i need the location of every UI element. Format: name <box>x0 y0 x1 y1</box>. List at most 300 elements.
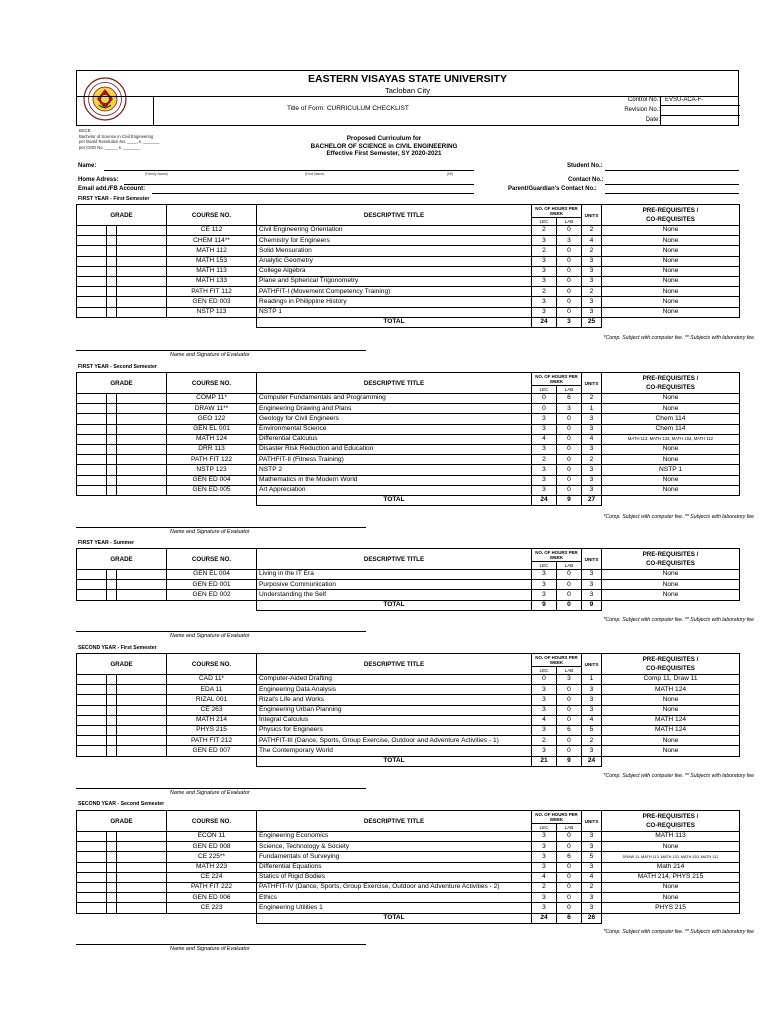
grade-cell-b[interactable] <box>107 705 117 715</box>
course-row <box>77 276 740 286</box>
course-row <box>77 725 740 735</box>
grade-header: GRADE <box>77 654 167 675</box>
grade-header: GRADE <box>77 549 167 570</box>
lec-hours: 3 <box>532 414 557 424</box>
evaluator-signature-line[interactable] <box>76 350 366 351</box>
grade-cell[interactable] <box>77 226 107 236</box>
grade-cell[interactable] <box>77 444 107 454</box>
grade-header: GRADE <box>77 811 167 832</box>
grade-cell-c[interactable] <box>117 226 167 236</box>
course-row <box>77 414 740 424</box>
grade-cell-c[interactable] <box>117 455 167 465</box>
lec-hours: 3 <box>532 685 557 695</box>
course-row <box>77 444 740 454</box>
form-title: Title of Form: CURRICULUM CHECKLIST <box>287 105 409 112</box>
grade-cell-b[interactable] <box>107 715 117 725</box>
course-no-header: COURSE NO. <box>167 654 257 675</box>
grade-cell-c[interactable] <box>117 236 167 246</box>
grade-cell-b[interactable] <box>107 695 117 705</box>
grade-cell-b[interactable] <box>107 485 117 495</box>
units: 2 <box>582 394 602 404</box>
total-lec: 24 <box>532 495 557 505</box>
grade-cell-c[interactable] <box>117 485 167 495</box>
course-title: PATHFIT-II (Fitness Training) <box>257 455 532 465</box>
course-code: GEN EL 004 <box>167 570 257 580</box>
grade-cell-b[interactable] <box>107 434 117 444</box>
total-lec: 9 <box>532 600 557 610</box>
units: 2 <box>582 287 602 297</box>
grade-cell[interactable] <box>77 705 107 715</box>
lab-hours: 3 <box>557 404 582 414</box>
contact-no-label: Contact No.: <box>568 177 604 183</box>
prerequisite: None <box>602 485 740 495</box>
grade-cell[interactable] <box>77 842 107 852</box>
lab-hours: 6 <box>557 394 582 404</box>
course-code: CHEM 114** <box>167 236 257 246</box>
course-no-header: COURSE NO. <box>167 205 257 226</box>
grade-cell-b[interactable] <box>107 276 117 286</box>
grade-cell-c[interactable] <box>117 746 167 756</box>
contact-no-field[interactable] <box>605 184 739 185</box>
grade-cell-c[interactable] <box>117 695 167 705</box>
grade-cell-c[interactable] <box>117 297 167 307</box>
grade-header: GRADE <box>77 373 167 394</box>
evaluator-signature-line[interactable] <box>76 527 366 528</box>
grade-cell-b[interactable] <box>107 852 117 862</box>
course-code: ECON 11 <box>167 832 257 842</box>
grade-cell[interactable] <box>77 746 107 756</box>
course-row <box>77 475 740 485</box>
program-code: BSCE <box>79 128 91 133</box>
units: 3 <box>582 580 602 590</box>
course-row <box>77 832 740 842</box>
grade-cell-c[interactable] <box>117 276 167 286</box>
student-no-label: Student No.: <box>567 163 603 169</box>
total-row <box>77 756 740 766</box>
total-label: TOTAL <box>257 317 532 327</box>
prerequisite: None <box>602 394 740 404</box>
grade-cell[interactable] <box>77 570 107 580</box>
parent-contact-label: Parent/Guardian's Contact No.: <box>508 186 597 192</box>
grade-cell-c[interactable] <box>117 685 167 695</box>
grade-cell-c[interactable] <box>117 570 167 580</box>
grade-cell-b[interactable] <box>107 862 117 872</box>
course-code: GEN ED 004 <box>167 475 257 485</box>
control-no-label: Control No.: <box>627 97 660 103</box>
lab-header: LAB <box>557 562 582 570</box>
prereq-header <box>602 205 740 226</box>
grade-cell-c[interactable] <box>117 842 167 852</box>
units: 3 <box>582 903 602 913</box>
lec-hours: 3 <box>532 705 557 715</box>
total-lab: 0 <box>557 600 582 610</box>
lec-hours: 4 <box>532 715 557 725</box>
grade-cell-c[interactable] <box>117 465 167 475</box>
grade-cell-c[interactable] <box>117 715 167 725</box>
grade-cell-c[interactable] <box>117 675 167 685</box>
prerequisite: DRAW 11, MATH 113, MATH 133, MATH 153, MATH 112 <box>602 852 740 862</box>
total-label: TOTAL <box>257 495 532 505</box>
units-header: UNITS <box>582 549 602 570</box>
semester-label: FIRST YEAR - Second Semester <box>78 364 157 370</box>
units: 3 <box>582 893 602 903</box>
grade-cell-b[interactable] <box>107 725 117 735</box>
prerequisite: Comp 11, Draw 11 <box>602 675 740 685</box>
grade-cell[interactable] <box>77 580 107 590</box>
grade-cell-b[interactable] <box>107 394 117 404</box>
grade-cell[interactable] <box>77 256 107 266</box>
grade-cell-c[interactable] <box>117 307 167 317</box>
grade-cell-c[interactable] <box>117 424 167 434</box>
prerequisite: None <box>602 580 740 590</box>
hours-header: NO. OF HOURS PER WEEK <box>532 205 582 218</box>
grade-cell[interactable] <box>77 872 107 882</box>
grade-cell[interactable] <box>77 414 107 424</box>
total-lec: 24 <box>532 913 557 923</box>
course-code: DRR 113 <box>167 444 257 454</box>
grade-cell[interactable] <box>77 236 107 246</box>
course-title: Differential Calculus <box>257 434 532 444</box>
grade-cell[interactable] <box>77 287 107 297</box>
course-code: GEN ED 002 <box>167 590 257 600</box>
grade-cell-c[interactable] <box>117 903 167 913</box>
lab-hours: 0 <box>557 746 582 756</box>
course-title: Engineering Utilities 1 <box>257 903 532 913</box>
prerequisite: None <box>602 590 740 600</box>
lab-hours: 0 <box>557 246 582 256</box>
total-label: TOTAL <box>257 913 532 923</box>
grade-cell[interactable] <box>77 695 107 705</box>
lec-hours: 0 <box>532 404 557 414</box>
form-header <box>76 70 739 126</box>
total-lab: 9 <box>557 495 582 505</box>
name-field[interactable] <box>104 170 474 171</box>
lec-hours: 3 <box>532 297 557 307</box>
grade-cell-c[interactable] <box>117 475 167 485</box>
grade-cell[interactable] <box>77 882 107 892</box>
lec-hours: 3 <box>532 832 557 842</box>
units: 1 <box>582 404 602 414</box>
course-row <box>77 685 740 695</box>
course-code: DRAW 11** <box>167 404 257 414</box>
grade-cell-b[interactable] <box>107 746 117 756</box>
units: 3 <box>582 485 602 495</box>
course-title: Rizal's Life and Works <box>257 695 532 705</box>
grade-cell-b[interactable] <box>107 882 117 892</box>
grade-cell-c[interactable] <box>117 736 167 746</box>
grade-cell[interactable] <box>77 276 107 286</box>
units: 4 <box>582 872 602 882</box>
grade-cell[interactable] <box>77 832 107 842</box>
grade-cell-c[interactable] <box>117 590 167 600</box>
units: 3 <box>582 590 602 600</box>
curriculum-table <box>76 204 740 328</box>
lab-hours: 6 <box>557 852 582 862</box>
course-row <box>77 695 740 705</box>
grade-cell[interactable] <box>77 246 107 256</box>
grade-cell[interactable] <box>77 485 107 495</box>
prerequisite: None <box>602 236 740 246</box>
course-title: NSTP 1 <box>257 307 532 317</box>
curriculum-table <box>76 810 740 924</box>
course-title: Computer-Aided Drafting <box>257 675 532 685</box>
total-units: 27 <box>582 495 602 505</box>
cmo-number: per CMO No. _____, s. _______ <box>79 144 140 150</box>
grade-cell[interactable] <box>77 297 107 307</box>
curriculum-title-line3: Effective First Semester, SY 2020-2021 <box>326 150 442 158</box>
course-title: PATHFIT-I (Movement Competency Training) <box>257 287 532 297</box>
grade-cell[interactable] <box>77 266 107 276</box>
evaluator-signature-line[interactable] <box>76 631 366 632</box>
total-units: 9 <box>582 600 602 610</box>
grade-cell-b[interactable] <box>107 736 117 746</box>
total-lec: 24 <box>532 317 557 327</box>
grade-cell[interactable] <box>77 893 107 903</box>
grade-cell[interactable] <box>77 903 107 913</box>
date-field[interactable] <box>660 116 740 126</box>
grade-cell[interactable] <box>77 465 107 475</box>
home-address-field[interactable] <box>124 184 474 185</box>
grade-cell-c[interactable] <box>117 580 167 590</box>
lec-hours: 3 <box>532 862 557 872</box>
grade-cell-b[interactable] <box>107 297 117 307</box>
course-title: Chemistry for Engineers <box>257 236 532 246</box>
grade-cell[interactable] <box>77 307 107 317</box>
grade-cell-b[interactable] <box>107 256 117 266</box>
grade-cell-c[interactable] <box>117 266 167 276</box>
board-resolution: per Board Resolution No. ____, s. _______ <box>79 139 160 145</box>
grade-cell-c[interactable] <box>117 832 167 842</box>
prerequisite: MATH 113, MATH 133, MATH 153, MATH 112 <box>602 434 740 444</box>
date-label: Date: <box>645 117 660 123</box>
grade-cell-b[interactable] <box>107 903 117 913</box>
course-title: Statics of Rigid Bodies <box>257 872 532 882</box>
grade-cell-b[interactable] <box>107 455 117 465</box>
grade-cell-b[interactable] <box>107 893 117 903</box>
university-name: EASTERN VISAYAS STATE UNIVERSITY <box>308 73 507 85</box>
grade-cell-b[interactable] <box>107 246 117 256</box>
grade-cell[interactable] <box>77 404 107 414</box>
grade-cell-b[interactable] <box>107 465 117 475</box>
grade-cell[interactable] <box>77 475 107 485</box>
parent-contact-field[interactable] <box>605 193 739 194</box>
course-row <box>77 404 740 414</box>
course-title: Engineering Urban Planning <box>257 705 532 715</box>
grade-cell-b[interactable] <box>107 570 117 580</box>
lab-hours: 0 <box>557 475 582 485</box>
course-row <box>77 465 740 475</box>
grade-cell-b[interactable] <box>107 872 117 882</box>
grade-cell-b[interactable] <box>107 475 117 485</box>
grade-cell[interactable] <box>77 394 107 404</box>
grade-cell[interactable] <box>77 590 107 600</box>
grade-cell-b[interactable] <box>107 580 117 590</box>
lec-hours: 3 <box>532 746 557 756</box>
units: 2 <box>582 226 602 236</box>
grade-cell-b[interactable] <box>107 404 117 414</box>
course-title: Disaster Risk Reduction and Education <box>257 444 532 454</box>
evaluator-signature-line[interactable] <box>76 944 366 945</box>
units: 3 <box>582 862 602 872</box>
grade-cell-c[interactable] <box>117 862 167 872</box>
course-row <box>77 236 740 246</box>
course-title: Engineering Data Analysis <box>257 685 532 695</box>
grade-cell[interactable] <box>77 736 107 746</box>
grade-cell-c[interactable] <box>117 444 167 454</box>
student-no-field[interactable] <box>605 170 739 171</box>
descriptive-title-header: DESCRIPTIVE TITLE <box>257 373 532 394</box>
grade-cell-b[interactable] <box>107 226 117 236</box>
course-row <box>77 736 740 746</box>
grade-cell-c[interactable] <box>117 705 167 715</box>
grade-cell[interactable] <box>77 675 107 685</box>
units: 3 <box>582 276 602 286</box>
grade-cell-c[interactable] <box>117 872 167 882</box>
course-code: MATH 113 <box>167 266 257 276</box>
course-code: RIZAL 001 <box>167 695 257 705</box>
units: 3 <box>582 297 602 307</box>
grade-cell[interactable] <box>77 434 107 444</box>
course-row <box>77 862 740 872</box>
prerequisite: None <box>602 705 740 715</box>
course-code: NSTP 123 <box>167 465 257 475</box>
lab-hours: 0 <box>557 882 582 892</box>
grade-cell-b[interactable] <box>107 444 117 454</box>
grade-cell[interactable] <box>77 424 107 434</box>
course-title: Physics for Engineers <box>257 725 532 735</box>
course-row <box>77 746 740 756</box>
course-title: NSTP 2 <box>257 465 532 475</box>
course-title: Civil Engineering Orientation <box>257 226 532 236</box>
grade-cell[interactable] <box>77 685 107 695</box>
units: 3 <box>582 256 602 266</box>
units-header: UNITS <box>582 373 602 394</box>
lec-hours: 2 <box>532 287 557 297</box>
hours-header: NO. OF HOURS PER WEEK <box>532 811 582 824</box>
first-name-caption: (First Name) <box>305 172 325 176</box>
grade-cell-b[interactable] <box>107 266 117 276</box>
grade-cell-c[interactable] <box>117 414 167 424</box>
revision-no-field[interactable] <box>660 106 740 116</box>
total-row <box>77 913 740 923</box>
units-header: UNITS <box>582 205 602 226</box>
grade-cell-b[interactable] <box>107 685 117 695</box>
prerequisite: MATH 124 <box>602 725 740 735</box>
grade-cell-b[interactable] <box>107 236 117 246</box>
prerequisite: None <box>602 276 740 286</box>
prerequisite: None <box>602 746 740 756</box>
course-row <box>77 287 740 297</box>
grade-cell-b[interactable] <box>107 590 117 600</box>
grade-cell-b[interactable] <box>107 414 117 424</box>
prerequisite: Chem 114 <box>602 414 740 424</box>
total-units: 24 <box>582 756 602 766</box>
course-row <box>77 590 740 600</box>
lab-hours: 0 <box>557 276 582 286</box>
units: 3 <box>582 424 602 434</box>
grade-cell-c[interactable] <box>117 394 167 404</box>
lec-hours: 2 <box>532 882 557 892</box>
course-code: MATH 112 <box>167 246 257 256</box>
course-title: Art Appreciation <box>257 485 532 495</box>
course-title: Plane and Spherical Trigonometry <box>257 276 532 286</box>
email-field[interactable] <box>152 193 474 194</box>
grade-cell[interactable] <box>77 455 107 465</box>
course-title: Ethics <box>257 893 532 903</box>
lec-hours: 3 <box>532 725 557 735</box>
course-code: CE 224 <box>167 872 257 882</box>
prerequisite: Math 214 <box>602 862 740 872</box>
grade-cell-c[interactable] <box>117 434 167 444</box>
prerequisite: None <box>602 307 740 317</box>
grade-cell[interactable] <box>77 852 107 862</box>
lec-hours: 2 <box>532 226 557 236</box>
lab-hours: 0 <box>557 695 582 705</box>
descriptive-title-header: DESCRIPTIVE TITLE <box>257 654 532 675</box>
grade-cell-b[interactable] <box>107 832 117 842</box>
course-row <box>77 852 740 862</box>
grade-cell-c[interactable] <box>117 882 167 892</box>
grade-cell-c[interactable] <box>117 287 167 297</box>
lab-hours: 0 <box>557 862 582 872</box>
control-no-field[interactable]: EVSU-ACA-F- <box>660 96 740 106</box>
prereq-header <box>602 654 740 675</box>
prereq-header-line2: CO-REQUISITES <box>646 216 695 223</box>
course-code: COMP 11* <box>167 394 257 404</box>
prerequisite: None <box>602 266 740 276</box>
fee-footnote: *Comp. Subject with computer fee. ** Subjects with laboratory fee <box>603 617 754 623</box>
grade-cell-b[interactable] <box>107 424 117 434</box>
total-row <box>77 317 740 327</box>
grade-cell-b[interactable] <box>107 287 117 297</box>
lab-hours: 0 <box>557 424 582 434</box>
lab-header: LAB <box>557 218 582 226</box>
units: 2 <box>582 736 602 746</box>
course-title: PATHFIT-IV (Dance, Sports, Group Exercise, Outdoor and Adventure Activities - 2) <box>257 882 532 892</box>
prerequisite: None <box>602 570 740 580</box>
units: 1 <box>582 675 602 685</box>
grade-cell[interactable] <box>77 715 107 725</box>
curriculum-title-line2: BACHELOR OF SCIENCE in CIVIL ENGINEERING <box>310 142 458 150</box>
course-title: Environmental Science <box>257 424 532 434</box>
lec-hours: 3 <box>532 444 557 454</box>
grade-cell-b[interactable] <box>107 842 117 852</box>
evaluator-signature-line[interactable] <box>76 788 366 789</box>
course-row <box>77 424 740 434</box>
lab-hours: 0 <box>557 297 582 307</box>
grade-cell-c[interactable] <box>117 725 167 735</box>
grade-cell-c[interactable] <box>117 256 167 266</box>
grade-cell-c[interactable] <box>117 852 167 862</box>
family-name-caption: (Family Name) <box>145 172 168 176</box>
units: 3 <box>582 695 602 705</box>
prerequisite: None <box>602 297 740 307</box>
grade-cell-b[interactable] <box>107 307 117 317</box>
course-title: Understanding the Self <box>257 590 532 600</box>
lab-hours: 0 <box>557 872 582 882</box>
semester-label: SECOND YEAR - First Semester <box>78 645 157 651</box>
grade-cell[interactable] <box>77 862 107 872</box>
grade-cell[interactable] <box>77 725 107 735</box>
grade-cell-c[interactable] <box>117 246 167 256</box>
grade-cell-c[interactable] <box>117 893 167 903</box>
prerequisite: None <box>602 893 740 903</box>
course-code: GEN ED 005 <box>167 485 257 495</box>
grade-cell-c[interactable] <box>117 404 167 414</box>
lab-hours: 6 <box>557 725 582 735</box>
lec-hours: 3 <box>532 570 557 580</box>
grade-cell-b[interactable] <box>107 675 117 685</box>
